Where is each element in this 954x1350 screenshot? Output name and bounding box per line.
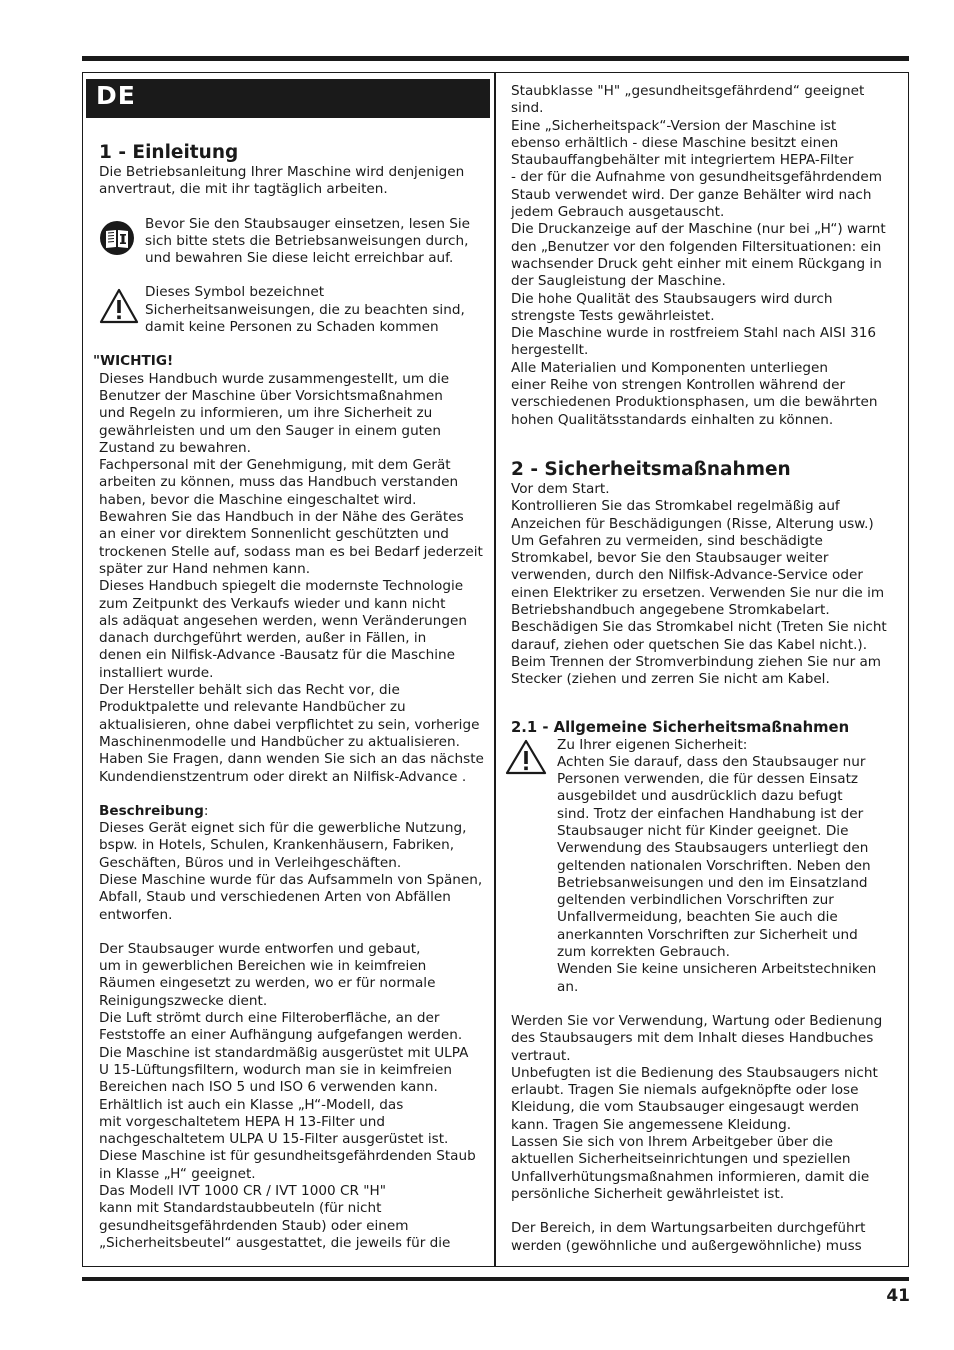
important-label: "WICHTIG! [93,353,174,370]
right-column [511,83,906,1255]
description-label: Beschreibung [99,802,204,819]
description-colon: : [203,802,209,819]
column-divider [494,72,496,1267]
bottom-rule [82,1277,909,1281]
manual-note-text: Bevor Sie den Staubsauger einsetzen, lesen Sie sich bitte stets die Betriebsanweisungen durch, und bewahren Sie diese leicht erreichbar auf. [145,215,471,267]
left-column [93,142,494,1252]
top-rule [82,56,909,61]
safety-warning-note [511,737,906,996]
language-tab [86,79,490,118]
warning-note-text: Dieses Symbol bezeichnet Sicherheitsanweisungen, die zu beachten sind, damit keine Personen zu Schaden kommen [145,284,465,336]
manual-note [99,216,494,268]
safety-warning-text: Zu Ihrer eigenen Sicherheit: Achten Sie darauf, dass den Staubsauger nur Personen verwenden, die für dessen Einsatz ausgebildet und ausdrücklich dazu befugt sind. Trotz der einfachen Handhabung ist der Staubsauger nicht für Kinder geeignet. Die Verwendung des Staubsaugers unterliegt den geltenden nationalen Vorschriften. Neben den Betriebsanweisungen und den im Einsatzland geltenden verbindlichen Vorschriften zur Unfallvermeidung, beachten Sie auch die anerkannten Vorschriften zur Sicherheit und zum korrekten Gebrauch. Wenden Sie keine unsicheren Arbeitstechniken an. [557,736,877,995]
description-text: Dieses Gerät eignet sich für die gewerbliche Nutzung, bspw. in Hotels, Schulen, Krankenhäusern, Fabriken, Geschäften, Büros und in Verleihgeschäften. Diese Maschine wurde für das Aufsammeln von Spänen, Abfall, Staub und verschiedenen Arten von Abfällen entworfen. [99,820,483,923]
warning-triangle-icon [99,288,139,324]
language-label: DE [96,81,136,110]
warning-note [99,284,494,336]
page-number: 41 [886,1286,910,1306]
continued-text: Staubklasse "H" „gesundheitsgefährdend“ geeignet sind. Eine „Sicherheitspack“-Version der Maschine ist ebenso erhältlich - diese Maschine besitzt einen Staubauffangbehälter mit integriertem HEPA-Filter - der für die Aufnahme von gesundheitsgefährdendem Staub verwendet wird. Der ganze Behälter wird nach jedem Gebrauch ausgetauscht. Die Druckanzeige auf der Maschine (nur bei „H“) warnt den „Benutzer vor den folgenden Filtersituationen: ein wachsender Druck geht einher mit einem Rückgang in der Saugleistung der Maschine. Die hohe Qualität des Staubsaugers wird durch strengste Tests gewährleistet. Die Maschine wurde in rostfreiem Stahl nach AISI 316 hergestellt. Alle Materialien und Komponenten unterliegen einer Reihe von strengen Kontrollen während der verschiedenen Produktionsphasen, um die bewährten hohen Qualitätsstandards einhalten zu können. [511,83,886,428]
subsection-2-1-title: 2.1 - Allgemeine Sicherheitsmaßnahmen [511,718,850,736]
section-1-title: 1 - Einleitung [99,142,239,163]
maintenance-text: Der Bereich, in dem Wartungsarbeiten durchgeführt werden (gewöhnliche und außergewöhnliche) muss [511,1220,866,1254]
description-text-2: Der Staubsauger wurde entworfen und gebaut, um in gewerblichen Bereichen wie in keimfreien Räumen eingesetzt zu werden, wo er für normale Reinigungszwecke dient. Die Luft strömt durch eine Filteroberfläche, an der Feststoffe an einer Aufhängung aufgefangen werden. Die Maschine ist standardmäßig ausgerüstet mit ULPA U 15-Lüftungsfiltern, wodurch man sie in keimfreien Bereichen nach ISO 5 und ISO 6 verwenden kann. Erhältlich ist auch ein Klasse „H“-Modell, das mit vorgeschaltetem HEPA H 13-Filter und nachgeschaltetem ULPA U 15-Filter ausgerüstet ist. Diese Maschine ist für gesundheitsgefährdenden Staub in Klasse „H“ geeignet. Das Modell IVT 1000 CR / IVT 1000 CR "H" kann mit Standardstaubbeuteln (für nicht gesundheitsgefährdenden Staub) oder einem „Sicherheitsbeutel“ ausgestattet, die jeweils für die [99,940,476,1251]
important-text: Dieses Handbuch wurde zusammengestellt, um die Benutzer der Maschine über Vorsichtsmaßnahmen und Regeln zu informieren, um ihre Sicherheit zu gewährleisten und um den Sauger in einem guten Zustand zu bewahren. Fachpersonal mit der Genehmigung, mit dem Gerät arbeiten zu können, muss das Handbuch verstanden haben, bevor die Maschine eingeschaltet wird. Bewahren Sie das Handbuch in der Nähe des Gerätes an einer vor direktem Sonnenlicht geschützten und trockenen Stelle auf, sodass man es bei Bedarf jederzeit später zur Hand nehmen kann. Dieses Handbuch spiegelt die modernste Technologie zum Zeitpunkt des Verkaufs wieder und kann nicht als adäquat angesehen werden, wenn Veränderungen danach durchgeführt werden, außer in Fällen, in denen ein Nilfisk-Advance -Bausatz für die Maschine installiert wurde. Der Hersteller behält sich das Recht vor, die Produktpalette und relevante Handbücher zu aktualisieren, ohne dabei verpflichtet zu sein, vorherige Maschinenmodelle und Handbücher zu aktualisieren. Haben Sie Fragen, dann wenden Sie sich an das nächste Kundendienstzentrum oder direkt an Nilfisk-Advance . [99,370,484,785]
use-text: Werden Sie vor Verwendung, Wartung oder Bedienung des Staubsaugers mit dem Inhalt dieses Handbuches vertraut. Unbefugten ist die Bedienung des Staubsaugers nicht erlaubt. Tragen Sie niemals aufgeknöpfte oder lose Kleidung, die vom Staubsauger eingesaugt werden kann. Tragen Sie angemessene Kleidung. Lassen Sie sich von Ihrem Arbeitgeber über die aktuellen Sicherheitseinrichtungen und speziellen Unfallverhütungsmaßnahmen informieren, damit die persönliche Sicherheit gewährleistet ist. [511,1012,883,1202]
section-2-text: Vor dem Start. Kontrollieren Sie das Stromkabel regelmäßig auf Anzeichen für Beschädigungen (Risse, Alterung usw.) Um Gefahren zu vermeiden, sind beschädigte Stromkabel, bevor Sie den Staubsauger weiter verwenden, durch den Nilfisk-Advance-Service oder einen Elektriker zu ersetzen. Verwenden Sie nur die im Betriebshandbuch angegebene Stromkabelart. Beschädigen Sie das Stromkabel nicht (Treten Sie nicht darauf, ziehen oder quetschen Sie das Kabel nicht.). Beim Trennen der Stromverbindung ziehen Sie nur am Stecker (ziehen und zerren Sie nicht am Kabel. [511,480,887,688]
manual-book-icon [99,220,135,256]
section-2-title: 2 - Sicherheitsmaßnahmen [511,458,791,480]
intro-text: Die Betriebsanleitung Ihrer Maschine wird denjenigen anvertraut, die mit ihr tagtäglich arbeiten. [99,164,465,198]
warning-triangle-icon [505,739,547,775]
